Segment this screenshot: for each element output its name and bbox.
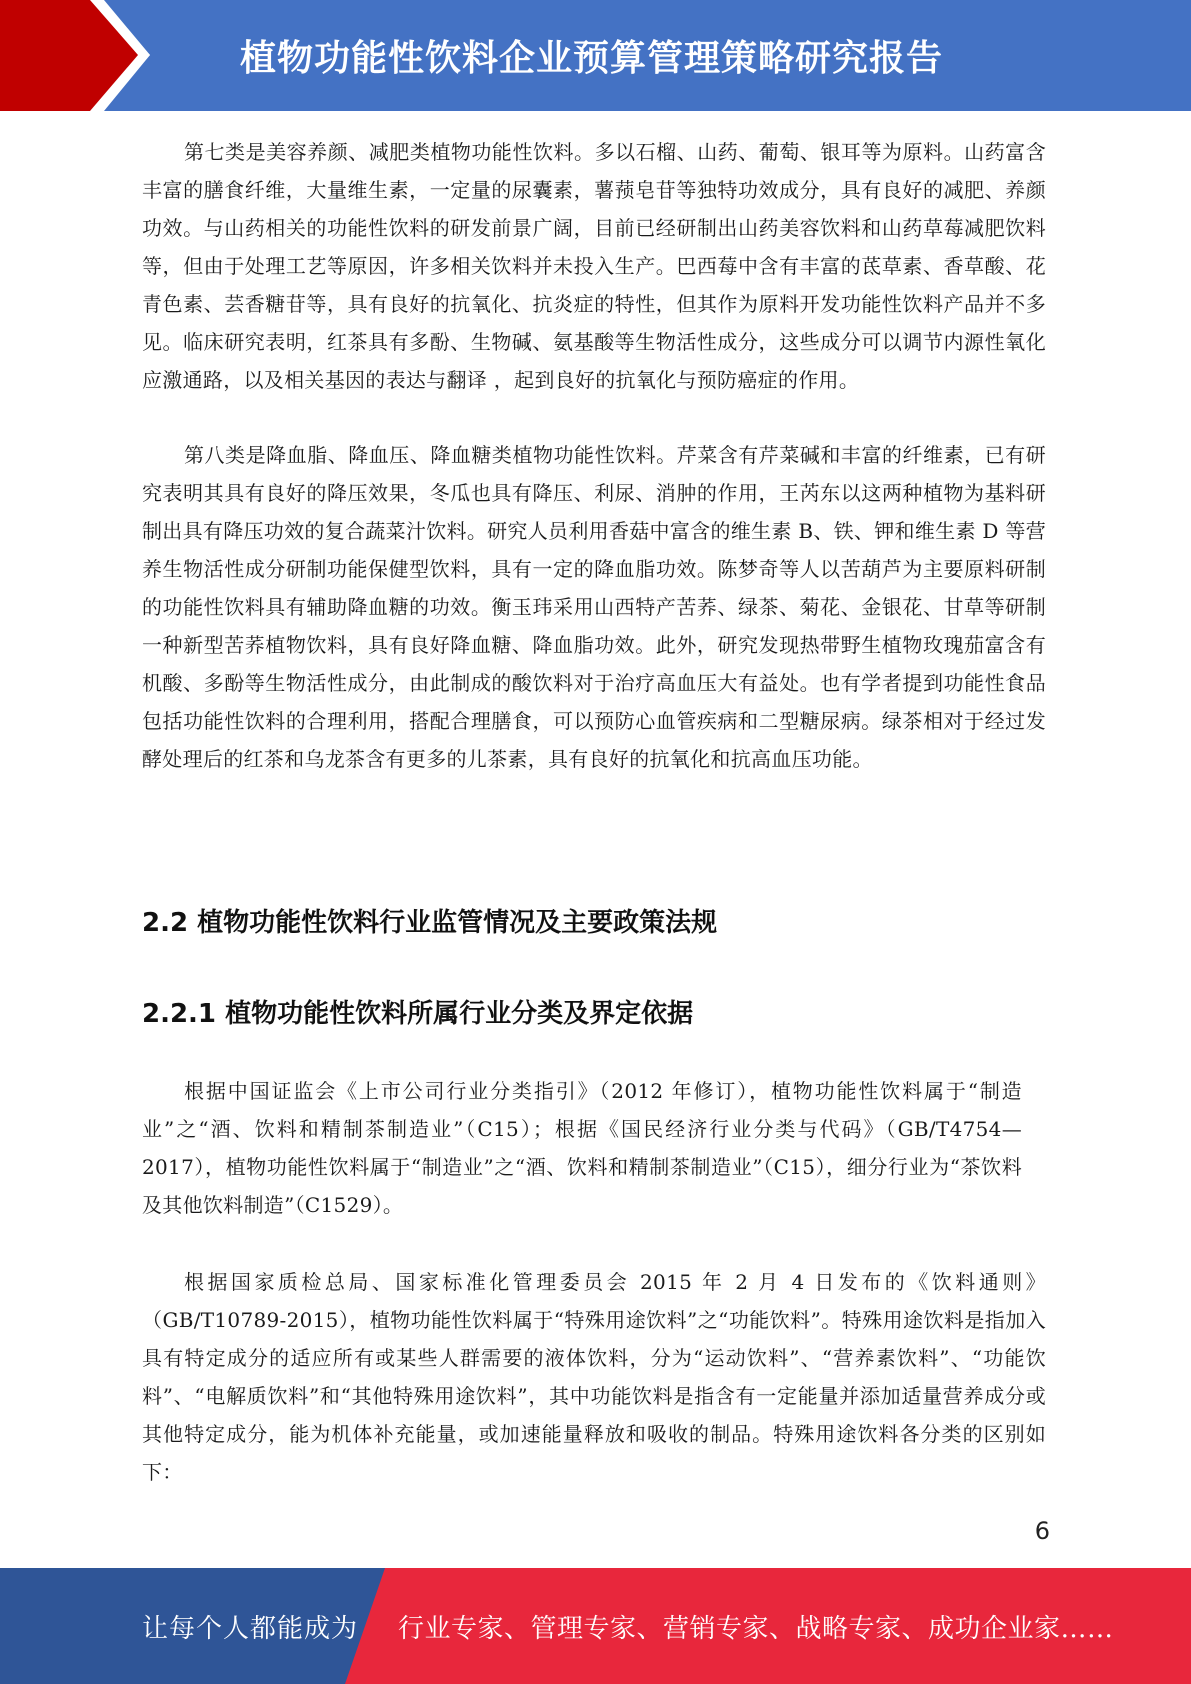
paragraph-industry-classification: 根据中国证监会《上市公司行业分类指引》（2012 年修订），植物功能性饮料属于“制造业”之“酒、饮料和精制茶制造业”（C15）；根据《国民经济行业分类与代码》（GB/T4754—2017），植物功能性饮料属于“制造业”之“酒、饮料和精制茶制造业”（C15），细分行业为“茶饮料及其他饮料制造”（C1529）。	[142, 1079, 1022, 1217]
report-title: 植物功能性饮料企业预算管理策略研究报告	[240, 38, 944, 79]
page-footer	[0, 1568, 1191, 1684]
footer-slogan-left: 让每个人都能成为	[142, 1613, 359, 1644]
page-header	[0, 0, 1191, 111]
paragraph-category-eight: 第八类是降血脂、降血压、降血糖类植物功能性饮料。芹菜含有芹菜碱和丰富的纤维素，已有研究表明其具有良好的降压效果，冬瓜也具有降压、利尿、消肿的作用，王芮东以这两种植物为基料研制出具有降压功效的复合蔬菜汁饮料。研究人员利用香菇中富含的维生素 B、铁、钾和维生素 D 等营养生物活性成分研制功能保健型饮料，具有一定的降血脂功效。陈梦奇等人以苦葫芦为主要原料研制的功能性饮料具有辅助降血糖的功效。衡玉玮采用山西特产苦荞、绿茶、菊花、金银花、甘草等研制一种新型苦荞植物饮料，具有良好降血糖、降血脂功效。此外，研究发现热带野生植物玫瑰茄富含有机酸、多酚等生物活性成分，由此制成的酸饮料对于治疗高血压大有益处。也有学者提到功能性食品包括功能性饮料的合理利用，搭配合理膳食，可以预防心血管疾病和二型糖尿病。绿茶相对于经过发酵处理后的红茶和乌龙茶含有更多的儿茶素，具有良好的抗氧化和抗高血压功能。	[142, 443, 1046, 771]
paragraph-category-seven: 第七类是美容养颜、减肥类植物功能性饮料。多以石榴、山药、葡萄、银耳等为原料。山药富含丰富的膳食纤维，大量维生素，一定量的尿囊素，薯蓣皂苷等独特功效成分，具有良好的减肥、养颜功效。与山药相关的功能性饮料的研发前景广阔，目前已经研制出山药美容饮料和山药草莓减肥饮料等，但由于处理工艺等原因，许多相关饮料并未投入生产。巴西莓中含有丰富的茋草素、香草酸、花青色素、芸香糖苷等，具有良好的抗氧化、抗炎症的特性，但其作为原料开发功能性饮料产品并不多见。临床研究表明，红茶具有多酚、生物碱、氨基酸等生物活性成分，这些成分可以调节内源性氧化应激通路，以及相关基因的表达与翻译 ，起到良好的抗氧化与预防癌症的作用。	[142, 140, 1046, 392]
paragraph-beverage-standard: 根据国家质检总局、国家标准化管理委员会 2015 年 2 月 4 日发布的《饮料通则》（GB/T10789-2015），植物功能性饮料属于“特殊用途饮料”之“功能饮料”。特殊用途饮料是指加入具有特定成分的适应所有或某些人群需要的液体饮料，分为“运动饮料”、“营养素饮料”、“功能饮料”、“电解质饮料”和“其他特殊用途饮料”，其中功能饮料是指含有一定能量并添加适量营养成分或其他特定成分，能为机体补充能量，或加速能量释放和吸收的制品。特殊用途饮料各分类的区别如下：	[142, 1270, 1046, 1484]
section-heading-2-2-1: 2.2.1 植物功能性饮料所属行业分类及界定依据	[142, 999, 694, 1029]
footer-slogan-right: 行业专家、管理专家、营销专家、战略专家、成功企业家……	[398, 1613, 1114, 1644]
section-heading-2-2: 2.2 植物功能性饮料行业监管情况及主要政策法规	[142, 908, 718, 938]
page-number: 6	[1034, 1517, 1050, 1545]
